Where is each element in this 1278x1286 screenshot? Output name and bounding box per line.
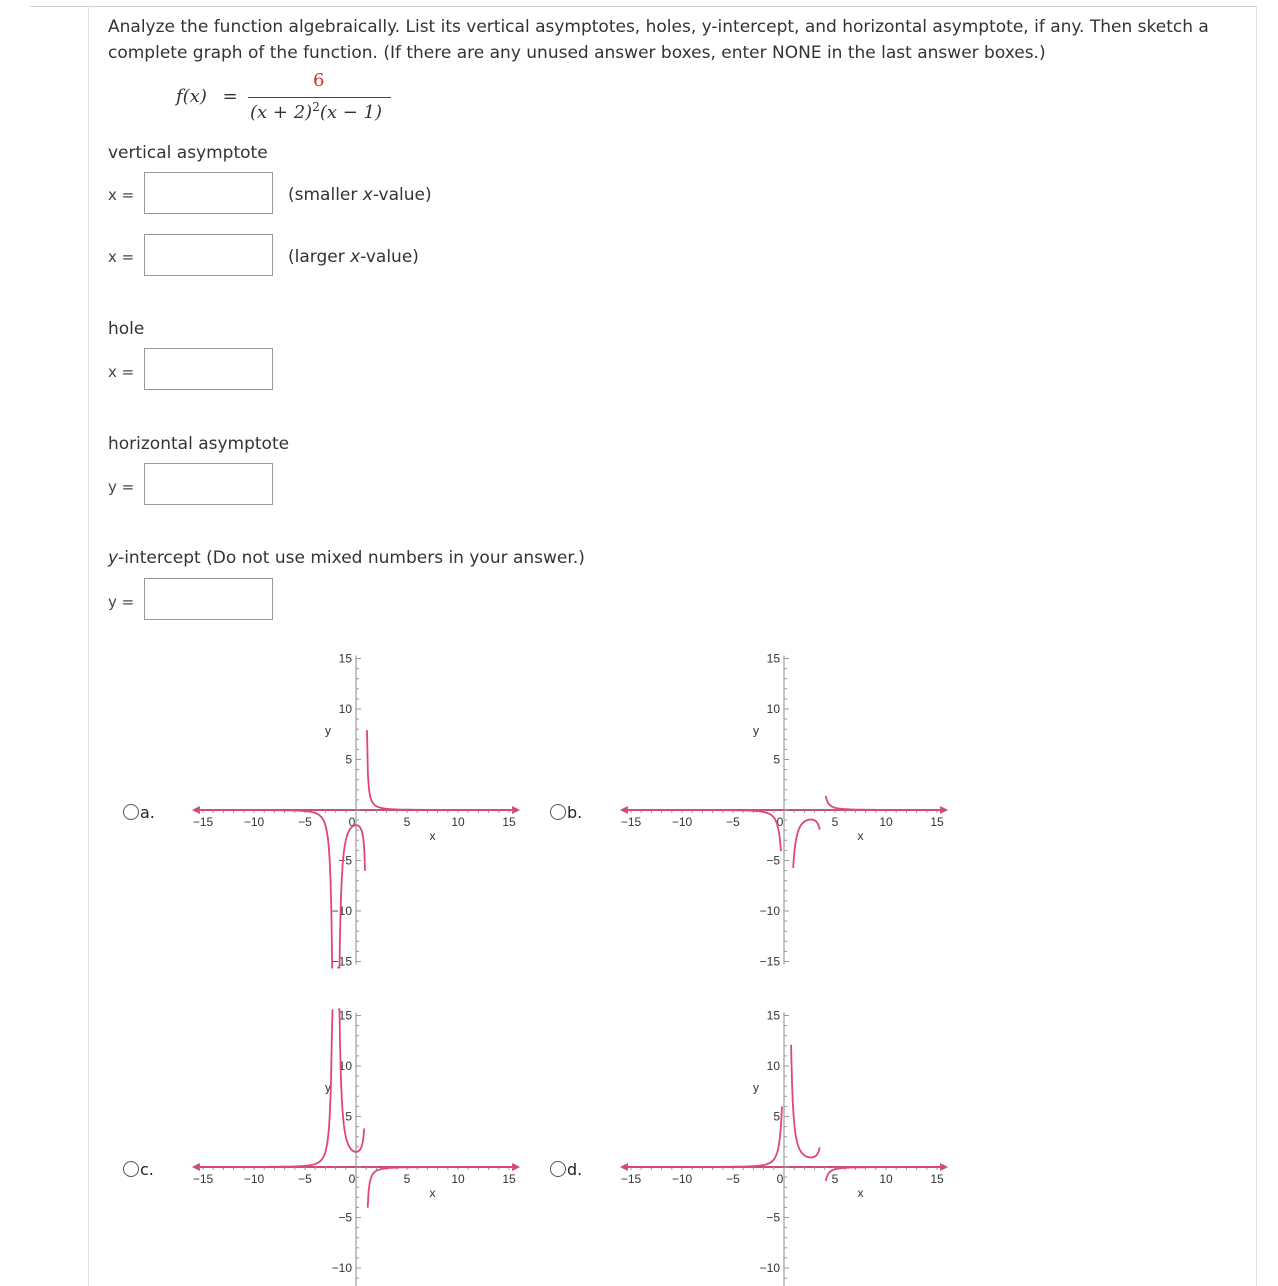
function-lhs: f(x) = [176, 86, 238, 107]
function-numerator: 6 [313, 70, 325, 91]
graph-option-a [192, 652, 520, 969]
function-curve [791, 1045, 820, 1158]
function-curve [338, 1009, 364, 1151]
x-tick-label: −10 [671, 815, 693, 829]
graph-option-c [192, 1009, 520, 1286]
x-tick-label: −10 [243, 1172, 265, 1186]
x-tick-label: 0 [348, 1172, 356, 1186]
function-curve [367, 730, 514, 810]
y-tick-label: 5 [345, 752, 352, 767]
x-tick-label: −15 [620, 1172, 642, 1186]
y-tick-label: −10 [331, 904, 352, 918]
x-tick-label: −5 [726, 815, 740, 829]
vertical-asymptote-heading: vertical asymptote [108, 143, 268, 163]
x-tick-label: 10 [879, 1172, 893, 1186]
function-curve [793, 820, 820, 869]
y-intercept-label: y = [108, 593, 135, 611]
y-tick-label: −10 [759, 1261, 780, 1275]
y-tick-label: 15 [766, 1008, 780, 1023]
y-tick-label: −15 [331, 954, 352, 969]
x-tick-label: 5 [831, 815, 839, 829]
function-curve [626, 1106, 782, 1167]
option-a-label[interactable]: a. [140, 803, 155, 822]
y-tick-label: −10 [759, 904, 780, 918]
x-axis-label: x [857, 829, 864, 843]
x-tick-label: −10 [243, 815, 265, 829]
y-tick-label: 10 [338, 702, 352, 716]
x-tick-label: −5 [298, 1172, 312, 1186]
function-denominator: $(x + 2)^2(x - 1)$ [250, 100, 383, 123]
y-tick-label: −5 [766, 853, 780, 868]
va-smaller-label: x = [108, 186, 135, 204]
x-axis-label: x [429, 829, 436, 843]
hole-heading: hole [108, 319, 145, 339]
x-tick-label: 5 [831, 1172, 839, 1186]
x-tick-label: −15 [192, 1172, 214, 1186]
va-larger-label: x = [108, 248, 135, 266]
y-tick-label: −5 [338, 1210, 352, 1225]
option-b-label[interactable]: b. [567, 803, 583, 822]
y-tick-label: 15 [338, 1008, 352, 1023]
y-axis-label: y [753, 1080, 759, 1095]
y-tick-label: 10 [338, 1059, 352, 1073]
x-tick-label: −5 [298, 815, 312, 829]
y-axis-label: y [753, 723, 759, 738]
hole-label: x = [108, 363, 135, 381]
y-intercept-heading: y-intercept (Do not use mixed numbers in your answer.) [108, 548, 585, 568]
va-larger-hint: (larger x-value) [288, 247, 419, 267]
y-tick-label: 5 [345, 1109, 352, 1124]
y-tick-label: 15 [338, 651, 352, 666]
graph-option-d [620, 1009, 948, 1286]
question-instructions: Analyze the function algebraically. List its vertical asymptotes, holes, y-intercept, and horizontal asymptote, if any. Then sketch a complete graph of the function. (If there are any unused answer boxes, enter NONE in the last answer boxes.) [108, 17, 1209, 63]
x-axis-label: x [429, 1186, 436, 1200]
va-smaller-hint: (smaller x-value) [288, 185, 432, 205]
x-tick-label: 0 [776, 815, 784, 829]
x-tick-label: 15 [502, 1172, 516, 1186]
y-tick-label: 10 [766, 1059, 780, 1073]
y-tick-label: 10 [766, 702, 780, 716]
x-axis-label: x [857, 1186, 864, 1200]
y-tick-label: −10 [331, 1261, 352, 1275]
x-tick-label: −15 [192, 815, 214, 829]
x-tick-label: −10 [671, 1172, 693, 1186]
y-tick-label: 5 [773, 752, 780, 767]
x-tick-label: 10 [451, 815, 465, 829]
x-tick-label: 15 [502, 815, 516, 829]
x-tick-label: 15 [930, 815, 944, 829]
function-curve [826, 796, 942, 810]
function-curve [198, 810, 333, 968]
x-tick-label: 0 [348, 815, 356, 829]
y-tick-label: −5 [766, 1210, 780, 1225]
x-tick-label: 15 [930, 1172, 944, 1186]
x-tick-label: 5 [403, 815, 411, 829]
function-curve [626, 810, 781, 851]
x-tick-label: 5 [403, 1172, 411, 1186]
ha-label: y = [108, 478, 135, 496]
x-tick-label: 10 [451, 1172, 465, 1186]
y-tick-label: −15 [759, 954, 780, 969]
y-axis-label: y [325, 1080, 331, 1095]
option-c-label[interactable]: c. [140, 1160, 154, 1179]
function-curve [337, 825, 365, 967]
y-tick-label: 5 [773, 1109, 780, 1124]
x-tick-label: 0 [776, 1172, 784, 1186]
option-d-label[interactable]: d. [567, 1160, 583, 1179]
horizontal-asymptote-heading: horizontal asymptote [108, 434, 290, 454]
function-curve [198, 1009, 333, 1167]
y-tick-label: −5 [338, 853, 352, 868]
y-axis-label: y [325, 723, 331, 738]
graph-option-b [620, 652, 948, 969]
x-tick-label: −5 [726, 1172, 740, 1186]
x-tick-label: 10 [879, 815, 893, 829]
function-curve [368, 1167, 514, 1208]
y-tick-label: 15 [766, 651, 780, 666]
x-tick-label: −15 [620, 815, 642, 829]
